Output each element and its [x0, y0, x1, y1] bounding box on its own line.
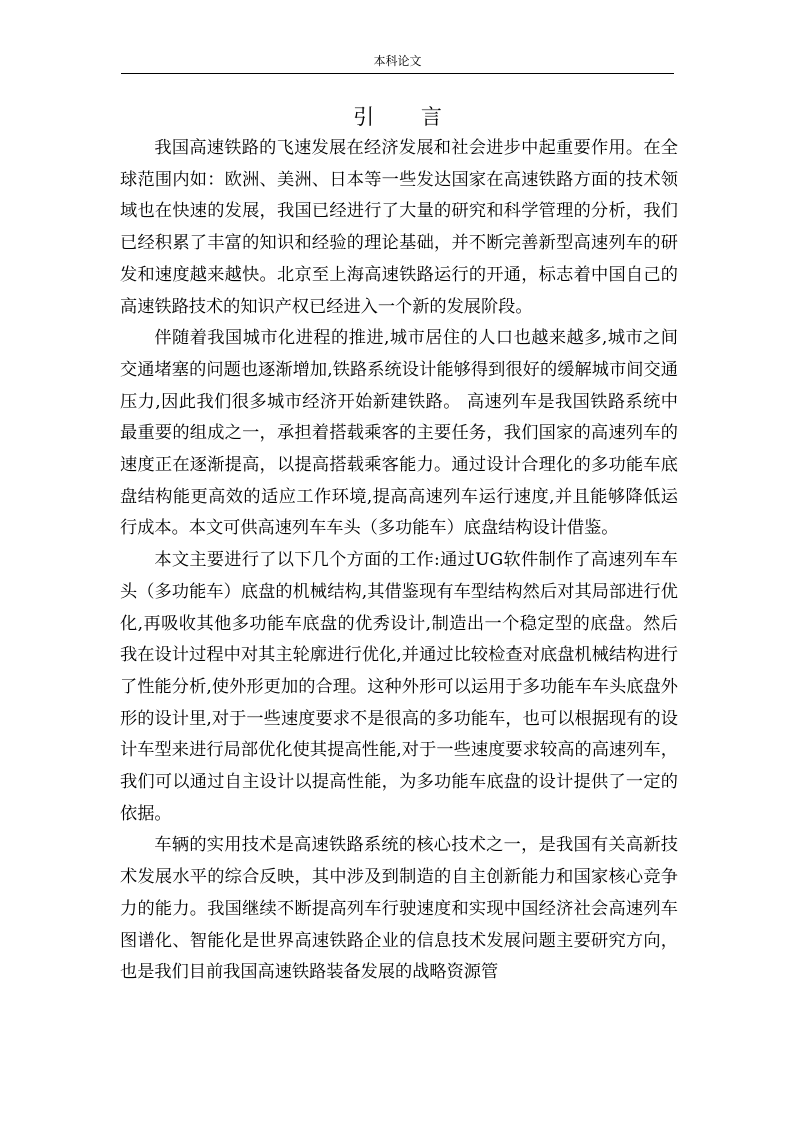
paragraph: 我国高速铁路的飞速发展在经济发展和社会进步中起重要作用。在全球范围内如：欧洲、美洲、日本等一些发达国家在高速铁路方面的技术领域也在快速的发展，我国已经进行了大量的研究和科学管理的分析，我们已经积累了丰富的知识和经验的理论基础，并不断完善新型高速列车的研发和速度越来越快。北京至上海高速铁路运行的开通，标志着中国自己的高速铁路技术的知识产权已经进入一个新的发展阶段。: [120, 138, 678, 317]
paragraph: 伴随着我国城市化进程的推进,城市居住的人口也越来越多,城市之间交通堵塞的问题也逐渐增加,铁路系统设计能够得到很好的缓解城市间交通压力,因此我们很多城市经济开始新建铁路。 高速列车是我国铁路系统中最重要的组成之一，承担着搭载乘客的主要任务，我们国家的高速列车的速度正在逐渐提高，以提高搭载乘客能力。通过设计合理化的多功能车底盘结构能更高效的适应工作环境,提高高速列车运行速度,并且能够降低运行成本。本文可供高速列车车头（多功能车）底盘结构设计借鉴。: [120, 328, 678, 539]
paragraph: 车辆的实用技术是高速铁路系统的核心技术之一，是我国有关高新技术发展水平的综合反映，其中涉及到制造的自主创新能力和国家核心竞争力的能力。我国继续不断提高列车行驶速度和实现中国经济社会高速列车图谱化、智能化是世界高速铁路企业的信息技术发展问题主要研究方向，也是我们目前我国高速铁路装备发展的战略资源管: [120, 835, 678, 983]
body-text: [120, 133, 678, 989]
section-title: 引 言: [353, 105, 462, 129]
running-header: 本科论文: [373, 54, 422, 68]
paragraph: 本文主要进行了以下几个方面的工作:通过UG软件制作了高速列车车头（多功能车）底盘的机械结构,其借鉴现有车型结构然后对其局部进行优化,再吸收其他多功能车底盘的优秀设计,制造出一个稳定型的底盘。然后我在设计过程中对其主轮廓进行优化,并通过比较检查对底盘机械结构进行了性能分析,使外形更加的合理。这种外形可以运用于多功能车车头底盘外形的设计里,对于一些速度要求不是很高的多功能车，也可以根据现有的设计车型来进行局部优化使其提高性能,对于一些速度要求较高的高速列车，我们可以通过自主设计以提高性能，为多功能车底盘的设计提供了一定的依据。: [120, 550, 678, 824]
header-rule: [121, 73, 674, 74]
